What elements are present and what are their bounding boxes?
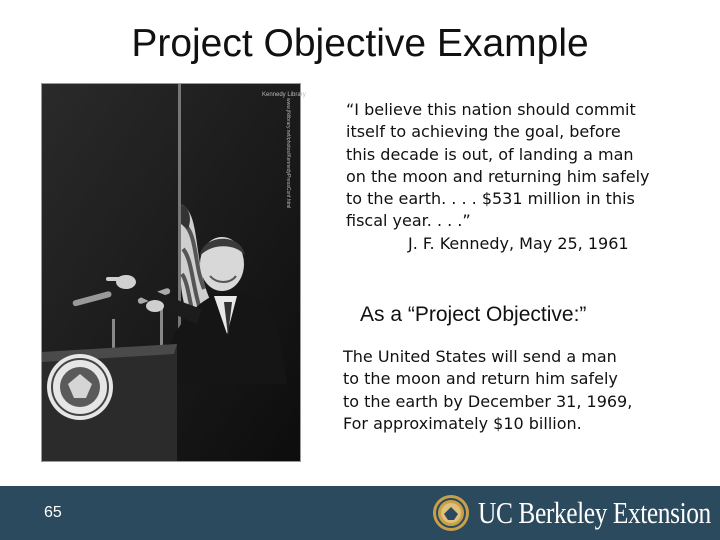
page-number: 65: [44, 504, 62, 521]
presidential-seal-icon: [47, 354, 113, 420]
project-objective-heading: As a “Project Objective:”: [360, 303, 587, 326]
quote-line: fiscal year. . . .”: [346, 211, 471, 231]
quote-line: itself to achieving the goal, before: [346, 122, 621, 142]
kennedy-press-conference-photo: [41, 83, 306, 462]
seal-icon: [432, 494, 470, 532]
quote-line: to the earth. . . . $531 million in this: [346, 189, 635, 209]
objective-line: to the moon and return him safely: [343, 369, 618, 389]
objective-line: The United States will send a man: [343, 347, 617, 366]
quote-line: on the moon and returning him safely: [346, 166, 650, 186]
kennedy-quote: [346, 99, 696, 255]
logo-text: UC Berkeley Extension: [478, 495, 711, 530]
project-objective-text: [343, 346, 703, 435]
photo-credit-url-text: www.jfklibrary.net/photos/KennedyPressConf.html: [285, 98, 291, 209]
objective-line: For approximately $10 billion.: [343, 413, 582, 433]
footer-bar: [0, 486, 720, 540]
quote-attribution: J. F. Kennedy, May 25, 1961: [408, 233, 629, 253]
objective-line: to the earth by December 31, 1969,: [343, 391, 633, 411]
quote-line: “I believe this nation should commit: [346, 100, 636, 119]
uc-berkeley-extension-logo: [424, 489, 714, 537]
photo-credit-text: Kennedy Library: [262, 92, 306, 98]
quote-line: this decade is out, of landing a man: [346, 144, 634, 164]
slide-title: Project Objective Example: [131, 22, 589, 65]
